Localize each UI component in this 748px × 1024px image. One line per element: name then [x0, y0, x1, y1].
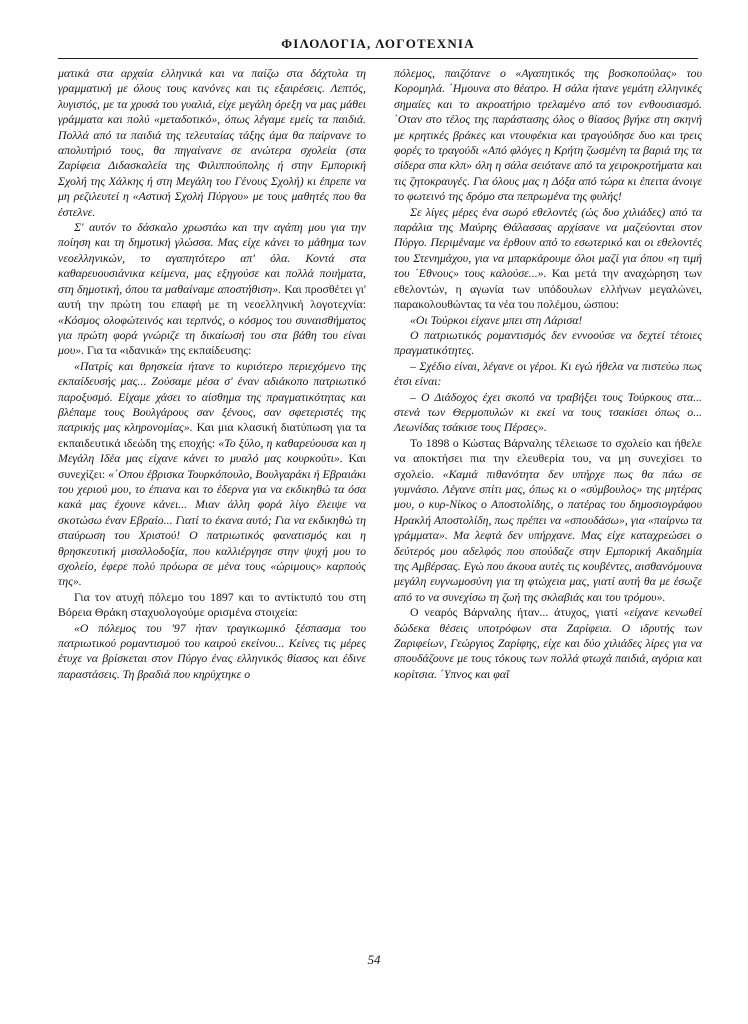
quoted-text: ματικά στα αρχαία ελληνικά και να παίζω στα δάχτυλα τη γραμματική με όλους τους κανόνες και τις εξαιρέσεις. Λεπτός, λυγιστός, με τα χρυσά του γυαλιά, είχε μεγάλη όρεξη να μας μάθει γράμματα και πολύ «μεταδοτικό», όπως λέγαμε εμείς τα παιδιά. Πολλά από τα παιδιά της τελευταίας τάξης άμα θα παίρνανε το απολυτήριό τους, θα πηγαίνανε σε ανώτερα σχολεία (στα Ζαρίφεια Διδασκαλεία της Φιλιππούπολης ή στην Εμπορική Σχολή της Χάλκης ή στη Μεγάλη του Γένους Σχολή) κι έπρεπε να μη ρεζιλευτεί η «Αστική Σχολή Πύργου» με τους μαθητές που θα έστελνε. [58, 66, 366, 219]
quoted-text: «Ο πόλεμος του '97 ήταν τραγικωμικό ξέσπασμα του πατριωτικού ρομαντισμού του καιρού εκείνου... Κείνες τις μέρες έτυχε να βρίσκεται στον Πύργο ένας ελληνικός θίασος και έδινε παραστάσεις. Τη βραδιά που κηρύχτηκε ο [58, 620, 366, 681]
body-text: Και μια κλασική διατύπωση για τα εκπαιδευτικά ιδεώδη της εποχής: [58, 420, 366, 450]
quoted-text: Σ' αυτόν το δάσκαλο χρωστάω και την αγάπη μου για την ποίηση και τη δημοτική γλώσσα. Μας είχε κάνει το μάθημα των νεοελληνικών, το αγαπητότερο απ' όλα. Κοντά στα καθαρευουσιάνικα κείμενα, μας εξηγούσε και πολλά ποιήματα, στη δημοτική, όπου τα μαθαίναμε αποστήθιση». [58, 220, 366, 296]
quoted-text: Σε λίγες μέρες ένα σωρό εθελοντές (ώς δυο χιλιάδες) από τα παράλια της Μαύρης Θάλασσας αρχίσανε να μαζεύονται στον Πύργο. Περιμέναμε να έρθουν από το εσωτερικό και οι εθελοντές του Στενημάχου, για να μπαρκάρουμε όλοι μαζί για όπου «η τιμή του ΄Εθνους» τους καλούσε...». [394, 204, 702, 281]
quoted-text: «΄Οπου έβρισκα Τουρκόπουλο, Βουλγαράκι ή Εβραιάκι του χεριού μου, το έπιανα και το έδερνα για να εκδικηθώ τα όσα κακά μας έχουνε κάνει... Μιαν άλλη φορά λίγο έλειψε να σκοτώσω έναν Εβραίο... Γιατί το έκανα αυτό; Για να εκδικηθώ τη σταύρωση του Χριστού! Ο πατριωτικός φανατισμός και η θρησκευτική μισαλλοδοξία, που καλλιέργησε στην ψυχή μου το σχολείο, έφερε πολύ πρόωρα σε μένα τους «ώριμους» καρπούς της». [58, 466, 366, 589]
quoted-text: – Σχέδιο είναι, λέγανε οι γέροι. Κι εγώ ήθελα να πιστεύω πως έτσι είναι: [394, 358, 702, 389]
quoted-text: «Οι Τούρκοι είχανε μπει στη Λάρισα! [410, 312, 583, 327]
paragraph [58, 220, 366, 359]
header-rule [58, 58, 698, 59]
paragraph [394, 313, 702, 328]
paragraph [58, 359, 366, 590]
body-text: Για τον ατυχή πόλεμο του 1897 και το αντίκτυπό του στη Βόρεια Θράκη σταχυολογούμε ορισμένα στοιχεία: [58, 589, 366, 620]
quoted-text: «είχανε κενωθεί δώδεκα θέσεις υποτρόφων στα Ζαρίφεια. Ο ιδρυτής των Ζαριφείων, Γεώργιος Ζαρίφης, είχε και δύο χιλιάδες λίρες για να σπουδάζουνε με τους τόκους των πολλά φτωχά παιδιά, αγόρια και κορίτσια. ΄Υπνος και φαΐ [394, 605, 702, 681]
paragraph [58, 621, 366, 683]
right-column [394, 66, 702, 682]
quoted-text: πόλεμος, παιζότανε ο «Αγαπητικός της βοσκοπούλας» του Κορομηλά. ΄Ημουνα στο θέατρο. Η σάλα ήτανε γεμάτη ελληνικές σημαίες και το ακροατήριο τρελαμένο από τον ενθουσιασμό. ΄Οταν στο τέλος της παράστασης όλος ο θίασος βγήκε στη σκηνή με κρητικές βράκες και ντουφέκια και τραγούδησε δυο και τρεις φορές το τραγούδι «Από φλόγες η Κρήτη ζωσμένη τα βαριά της τα σίδερα σπα κλπ» όλη η σάλα σειότανε από τα χειροκροτήματα και τις ζητοκραυγές. Για όλους μας η Δόξα από τώρα κι έπειτα άνοιγε το φωτεινό της δρόμο στα πεπρωμένα της φυλής! [394, 66, 702, 204]
paragraph [394, 390, 702, 436]
quoted-text: – Ο Διάδοχος έχει σκοπό να τραβήξει τους Τούρκους στα... στενά των Θερμοπυλών κι εκεί να τους τσακίσει όπως ο... Λεωνίδας τσάκισε τους Πέρσες». [394, 389, 702, 435]
body-text: Το 1898 ο Κώστας Βάρναλης τέλειωσε το σχολείο και ήθελε να αποκτήσει πια την ελευθερία του, να μη συνεχίσει το σχολείο. [394, 435, 702, 481]
body-text: Και συνεχίζει: [58, 451, 366, 481]
quoted-text: «Πατρίς και θρησκεία ήτανε το κυριότερο περιεχόμενο της εκπαίδευσής μας... Ζούσαμε μέσα σ' έναν αδιάκοπο πατριωτικό παροξυσμό. Είχαμε χάσει το αίσθημα της πραγματικότητας και βλέπαμε τους Βουλγάρους σαν ξένους, σαν σφετεριστές της πατρικής μας κληρονομίας». [58, 358, 366, 435]
left-column [58, 66, 366, 682]
page-number: 54 [367, 952, 381, 967]
section-title: ΦΙΛΟΛΟΓΙΑ, ΛΟΓΟΤΕΧΝΙΑ [281, 36, 475, 51]
quoted-text: Ο πατριωτικός ρομαντισμός δεν εννοούσε να δεχτεί τέτοιες πραγματικότητες. [394, 327, 702, 358]
paragraph [394, 436, 702, 605]
paragraph [58, 66, 366, 220]
body-text: Και μετά την αναχώρηση των εθελοντών, η αγωνία των υπόδουλων ελλήνων μεγαλώνει, παρακολουθώντας τα νέα του πολέμου, ώσπου: [394, 266, 702, 312]
paragraph [394, 66, 702, 205]
paragraph [394, 605, 702, 682]
quoted-text: «Καμιά πιθανότητα δεν υπήρχε πως θα πάω σε γυμνάσιο. Λέγανε σπίτι μας, όπως κι ο «σύμβουλος» της μητέρας μου, ο κυρ-Νίκος ο Αποστολίδης, ο πατέρας του δημοσιογράφου Ηρακλή Αποστολίδη, πως πρέπει να «σπουδάσω», για «παίρνω τα γράμματα». Μα λεφτά δεν υπήρχανε. Μας είχε καταχρεώσει ο δεύτερός μου αδελφός που σπούδαζε στην Εμπορική Ακαδημία της Αμβέρσας. Εγώ που άκουα αυτές τις κουβέντες, αισθανόμουνα μεγάλη ευγνωμοσύνη για τη φτώχεια μας, γιατί αυτή θα με έσωζε από το να συνεχίσω τη ζωή της σκλαβιάς και του τρόμου». [394, 466, 702, 604]
paragraph [58, 590, 366, 621]
quoted-text: «Το ξύλο, η καθαρεύουσα και η Μεγάλη Ιδέα μας είχανε κάνει το μυαλό μας κουρκούτι». [58, 435, 366, 466]
paragraph [394, 205, 702, 313]
body-text: Ο νεαρός Βάρναλης ήταν... άτυχος, γιατί [410, 605, 624, 620]
body-text: Για τα «ιδανικά» της εκπαίδευσης: [84, 343, 252, 358]
body-text: Και προσθέτει γι' αυτή την πρώτη του επαφή με τη νεοελληνική λογοτεχνία: [58, 281, 366, 312]
quoted-text: «Κόσμος ολοφώτεινός και τερπνός, ο κόσμος του συναισθήματος για πρώτη φορά γνώριζε τη δικαίωσή του στα βάθη του είναι μου». [58, 312, 366, 358]
running-header [58, 22, 698, 52]
paragraph [394, 328, 702, 359]
paragraph [394, 359, 702, 390]
